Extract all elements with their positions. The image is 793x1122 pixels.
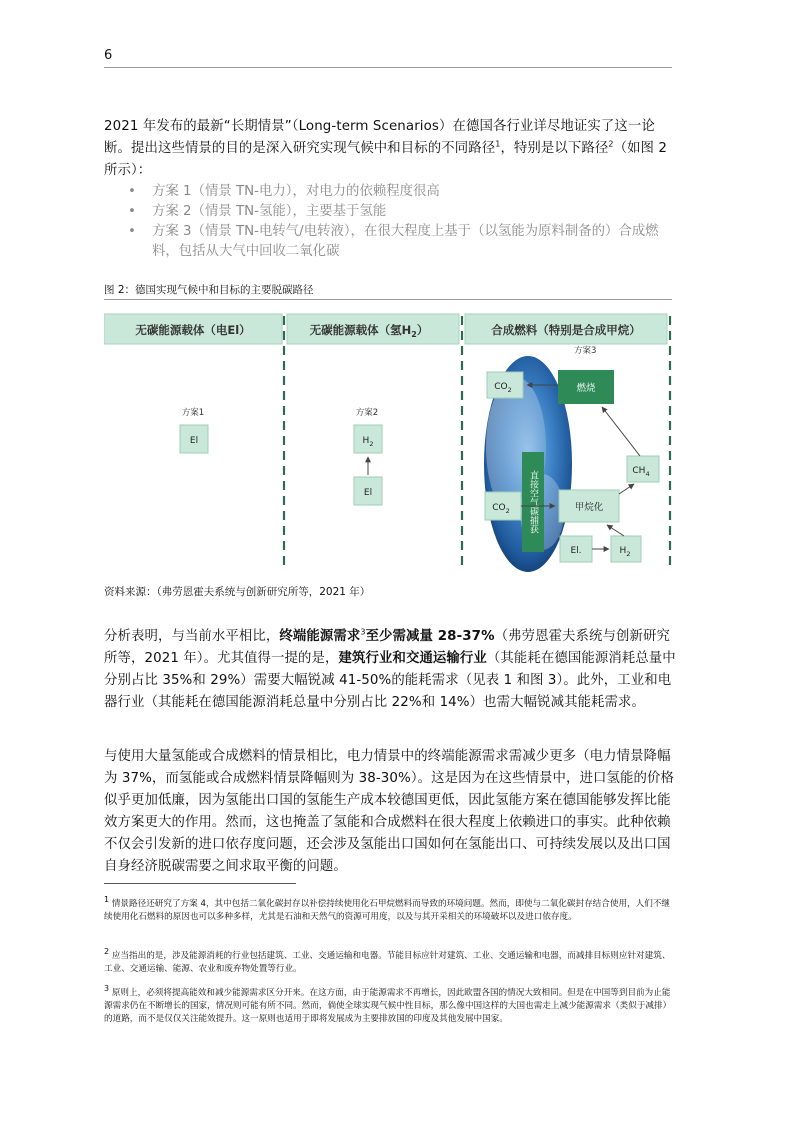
analysis-bold-3: 建筑行业和交通运输行业 [338,651,487,666]
box-co2-bottom-label: $CO_2$ [492,503,510,515]
box-burn-label: 燃烧 [576,383,596,394]
footnote-3-text: 原则上，必须将提高能效和减少能源需求区分开来。在这方面，由于能源需求不再增长，因此欧盟各国的情况大致相同。但是在中国等到目前为止能源需求仍在不断增长的国家，情况则可能有所不同。然而，倘使全球实现气候中性目标，那么像中国这样的大国也需走上减少能源需求（类似于减排）的道路，而不是仅仅关注能效提升。这一原则也适用于即将发展成为主要排放国的印度及其他发展中国家。 [104,988,672,1024]
figure-rule [104,299,672,300]
scenario-1-label: 方案1 [181,408,205,418]
bullet-icon: • [128,224,136,239]
analysis-text-a: 分析表明，与当前水平相比， [104,629,280,644]
header-electricity-label: 无碳能源载体（电El） [135,323,251,337]
bullet-icon: • [128,204,136,219]
intro-text-c: （如图 2 所示）： [104,141,668,178]
footnote-3-number: 3 [104,984,110,994]
analysis-paragraph [104,626,676,714]
footnote-ref-1[interactable]: 1 [495,139,501,149]
scenario-text: 方案 3（情景 TN-电转气/电转液），在很大程度上基于（以氢能为原料制备的）合成燃料，包括从大气中回收二氧化碳 [152,224,659,259]
footnote-2-text: 应当指出的是，涉及能源消耗的行业包括建筑、工业、交通运输和电器。节能目标应针对建筑、工业、交通运输和电器，而减排目标则应针对建筑、工业、交通运输、能源、农业和废弃物处置等行业。 [104,951,671,974]
box-el-3-label: El. [570,546,582,556]
scenario-3-label: 方案3 [574,346,597,356]
scenario-item-2 [128,202,668,222]
box-h2-b-label: $H_2$ [619,546,631,558]
intro-text-a: 2021 年发布的最新“长期情景”（Long-term Scenarios）在德国各行业详尽地证实了这一论断。提出这些情景的目的是深入研究实现气候中和目标的不同路径 [104,119,655,156]
intro-text-b: ，特别是以下路径 [500,141,609,156]
footnote-2-number: 2 [104,947,110,957]
footnote-2 [104,947,676,976]
page-number: 6 [104,48,113,63]
arrow-ch4-burn [602,407,640,456]
figure-caption: 图 2：德国实现气候中和目标的主要脱碳路径 [104,284,314,296]
box-h2-label: $H_2$ [362,436,374,448]
header-synthetic-label: 合成燃料（特别是合成甲烷） [491,323,641,337]
header-hydrogen-label: 无碳能源载体（氢$H_2$） [309,323,429,339]
footnote-1-number: 1 [104,895,110,905]
box-co2-top-label: $CO_2$ [494,382,512,394]
analysis-bold-1: 终端能源需求 [279,629,361,644]
scenario-text: 方案 1（情景 TN-电力），对电力的依赖程度很高 [152,184,440,199]
footnote-ref-3[interactable]: 3 [360,627,366,637]
scenario-text: 方案 2（情景 TN-氢能），主要基于氢能 [152,204,387,219]
box-el-1-label: El [189,436,199,446]
box-ch4-label: $CH_4$ [632,466,650,478]
arrow-meth-ch4 [619,484,634,494]
analysis-text-c: （弗劳恩霍夫系统与创新研究所等，2021 年）。尤其值得一提的是， [104,629,670,666]
footnote-separator [104,883,296,884]
decarbonization-pathways-figure [104,312,672,572]
footnote-1-text: 情景路径还研究了方案 4，其中包括二氧化碳封存以补偿持续使用化石甲烷燃料而导致的环境问题。然而，即使与二氧化碳封存结合使用，人们不继续使用化石燃料的原因也可以多种多样，尤其是石油和天然气的资源可用度，以及与其开采相关的环境破坏以及进口依存度。 [104,899,671,922]
scenario-item-3 [128,222,668,262]
footnote-1 [104,895,676,924]
analysis-bold-2: 至少需减量 28-37% [365,629,495,644]
footnote-3 [104,984,676,1026]
scenario-2-label: 方案2 [355,408,379,418]
comparison-paragraph: 与使用大量氢能或合成燃料的情景相比，电力情景中的终端能源需求需减少更多（电力情景降幅为 37%，而氢能或合成燃料情景降幅则为 38-30%）。这是因为在这些情景中，进口氢能的价格似乎更加低廉，因为氢能出口国的氢能生产成本较德国更低，因此氢能方案在德国能够发挥比能效方案更大的作用。然而，这也掩盖了氢能和合成燃料在很大程度上依赖进口的事实。此种依赖不仅会引发新的进口依存度问题，还会涉及氢能出口国如何在氢能出口、可持续发展以及出口国自身经济脱碳需要之间求取平衡的问题。 [104,749,674,874]
scenario-item-1 [128,182,668,202]
arrow-h2-meth [607,525,624,536]
footnote-ref-2[interactable]: 2 [608,139,614,149]
figure-source: 资料来源：（弗劳恩霍夫系统与创新研究所等，2021 年） [104,586,371,598]
header-rule [104,67,672,68]
analysis-text-e: （其能耗在德国能源消耗总量中分别占比 35%和 29%）需要大幅锐减 41-50%的能耗需求（见表 1 和图 3）。此外，工业和电器行业（其能耗在德国能源消耗总量中分别占比 22%和 14%）也需大幅锐减其能耗需求。 [104,651,676,710]
box-el-2-label: El [363,488,373,498]
box-dac-label: 直接空气碳捕获 [528,470,538,534]
bullet-icon: • [128,184,136,199]
box-methanation-label: 甲烷化 [574,502,604,513]
intro-paragraph [104,116,676,182]
scenario-list [128,182,668,262]
